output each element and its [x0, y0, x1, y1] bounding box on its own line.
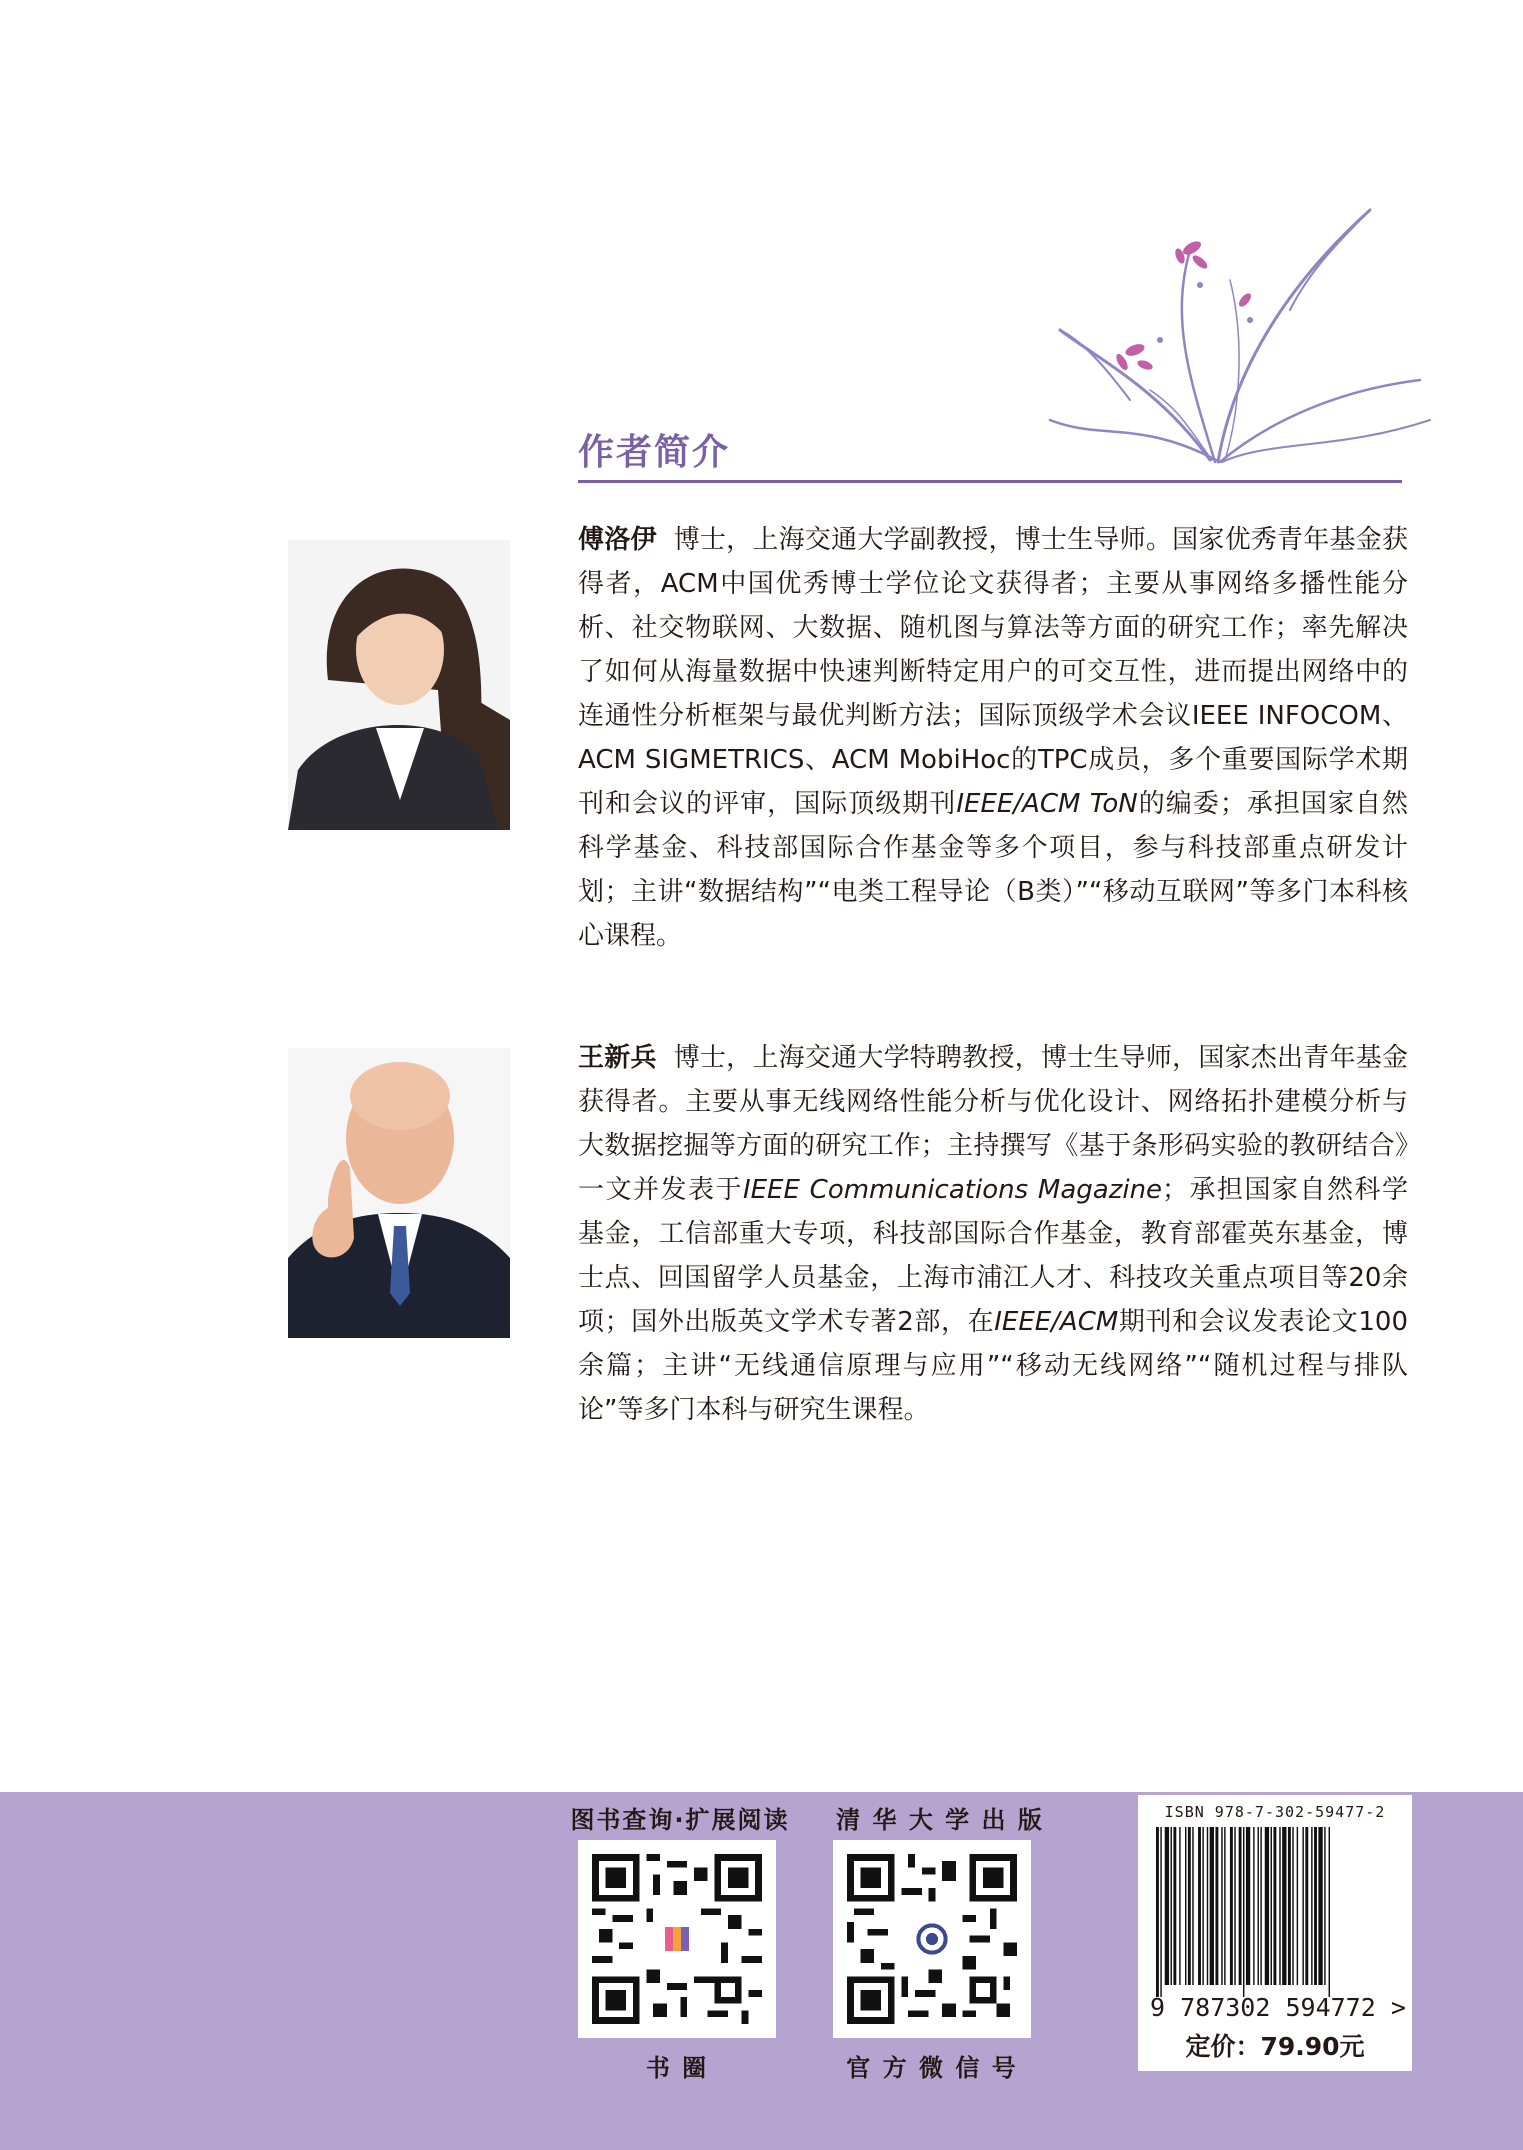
author1-photo: [288, 540, 510, 830]
barcode-bar: [1221, 1827, 1222, 1985]
author2-bio-journal-2: IEEE/ACM: [994, 1307, 1119, 1337]
barcode-bar: [1210, 1827, 1214, 1985]
barcode-bar: [1314, 1827, 1317, 1985]
barcode-bar: [1185, 1827, 1186, 1985]
author1-bio-text-2: 的编委；承担国家自然科学基金、科技部国际合作基金等多个项目，参与科技部重点研发计划；主讲“数据结构”“电类工程导论（B类）”“移动互联网”等多门本科核心课程。: [578, 789, 1408, 951]
barcode-bar: [1160, 1827, 1161, 1997]
barcode-bar: [1305, 1827, 1308, 1985]
barcode-bar: [1202, 1827, 1203, 1985]
barcode-bar: [1230, 1827, 1233, 1985]
barcode-bar: [1258, 1827, 1259, 1985]
barcode-bar: [1253, 1827, 1254, 1985]
author2-bio-journal: IEEE Communications Magazine: [742, 1175, 1163, 1205]
author2-name: 王新兵: [578, 1043, 657, 1073]
author2-bio-text: 博士，上海交通大学特聘教授，博士生导师，国家杰出青年基金获得者。主要从事无线网络性能分析与优化设计、网络拓扑建模分析与大数据挖掘等方面的研究工作；主持撰写《基于条形码实验的教研结合》一文并发表于: [578, 1043, 1408, 1205]
author1-bio-journal: IEEE/ACM ToN: [956, 789, 1138, 819]
qr2-box: [833, 1840, 1031, 2038]
barcode-bar: [1265, 1827, 1269, 1985]
author2-bio: [578, 1036, 1408, 1432]
barcode-bar: [1292, 1827, 1293, 1985]
barcode-bar: [1239, 1827, 1242, 1985]
qr-code-icon: [592, 1854, 762, 2024]
author1-bio-block: [578, 518, 1408, 958]
barcode-bar: [1165, 1827, 1169, 1985]
barcode-bar: [1246, 1827, 1250, 1985]
barcode-bar: [1234, 1827, 1235, 1985]
author2-bio-block: [578, 1036, 1408, 1432]
barcode-bar: [1188, 1827, 1191, 1985]
author2-photo: [288, 1048, 510, 1338]
qr2-bottom-caption: 官 方 微 信 号: [846, 2054, 1018, 2082]
qr1-bottom-caption: 书 圈: [645, 2054, 709, 2082]
isbn-barcode-card: [1138, 1795, 1412, 2071]
section-title: 作者简介: [578, 432, 731, 473]
barcode-bar: [1271, 1827, 1272, 1985]
barcode-bar: [1329, 1827, 1330, 1997]
barcode-icon: [1152, 1827, 1400, 1997]
qr1-top-caption: 图书查询·扩展阅读: [570, 1806, 790, 1834]
barcode-bar: [1311, 1827, 1312, 1985]
qr-code-icon: [847, 1854, 1017, 2024]
barcode-bar: [1302, 1827, 1303, 1985]
price-label: 定价：79.90元: [1185, 2032, 1365, 2061]
barcode-bar: [1288, 1827, 1291, 1985]
barcode-digits: 9 787302 594772 >: [1150, 1993, 1406, 2022]
barcode-bar: [1224, 1827, 1225, 1985]
author2-bio-text-2: ；承担国家自然科学基金，工信部重大专项，科技部国际合作基金，教育部霍英东基金，博士点、回国留学人员基金，上海市浦江人才、科技攻关重点项目等20余项；国外出版英文学术专著2部，在: [578, 1175, 1408, 1337]
barcode-bar: [1324, 1827, 1325, 1985]
barcode-bar: [1215, 1827, 1218, 1985]
author1-bio-text: 博士，上海交通大学副教授，博士生导师。国家优秀青年基金获得者，ACM中国优秀博士学位论文获得者；主要从事网络多播性能分析、社交物联网、大数据、随机图与算法等方面的研究工作；率先解决了如何从海量数据中快速判断特定用户的可交互性，进而提出网络中的连通性分析框架与最优判断方法；国际顶级学术会议IEEE INFOCOM、ACM SIGMETRICS、ACM MobiHoc的TPC成员，多个重要国际学术期刊和会议的评审，国际顶级期刊: [578, 525, 1408, 819]
qr2-top-caption: 清 华 大 学 出 版: [836, 1806, 1044, 1834]
barcode-bar: [1192, 1827, 1193, 1985]
barcode-bar: [1156, 1827, 1159, 1997]
barcode-bar: [1318, 1827, 1322, 1985]
author2-bio-text-3: 期刊和会议发表论文100余篇；主讲“无线通信原理与应用”“移动无线网络”“随机过程与排队论”等多门本科与研究生课程。: [578, 1307, 1408, 1425]
barcode-bar: [1179, 1827, 1180, 1985]
orchid-illustration: [1040, 190, 1440, 480]
barcode-bar: [1173, 1827, 1176, 1985]
qr1-box: [578, 1840, 776, 2038]
isbn-number: ISBN 978-7-302-59477-2: [1164, 1803, 1386, 1821]
barcode-bar: [1207, 1827, 1208, 1985]
barcode-bar: [1282, 1827, 1286, 1985]
barcode-bar: [1243, 1827, 1244, 1997]
barcode-bar: [1279, 1827, 1280, 1985]
author1-name: 傅洛伊: [578, 525, 657, 555]
barcode-bar: [1297, 1827, 1298, 1985]
barcode-bar: [1273, 1827, 1276, 1985]
barcode-bar: [1171, 1827, 1172, 1985]
author1-bio: [578, 518, 1408, 958]
barcode-bar: [1198, 1827, 1201, 1985]
title-divider: [578, 480, 1402, 483]
barcode-bar: [1260, 1827, 1261, 1985]
